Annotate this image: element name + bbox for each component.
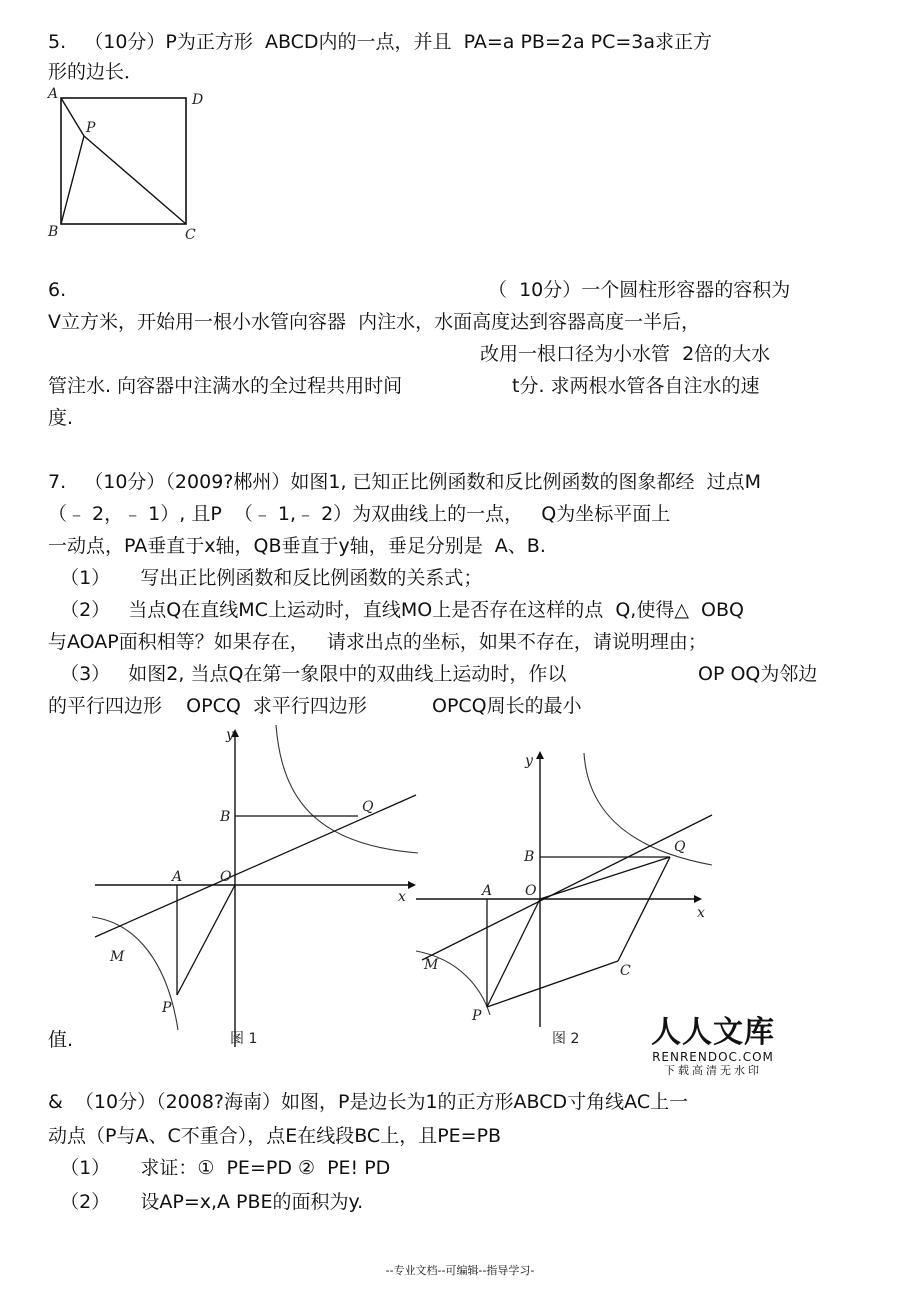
segment-pc [84, 136, 186, 224]
q8-line-2: 动点（P与A、C不重合），点E在线段BC上，且PE=PB [48, 1125, 502, 1147]
q7-line-9: 值. [48, 1029, 74, 1051]
q6-line-2: V立方米，开始用一根小水管向容器 内注水，水面高度达到容器高度一半后， [48, 311, 701, 333]
q7-line-7b: OP OQ为邻边 [698, 663, 818, 685]
label-o: O [220, 869, 232, 885]
q7-line-1: 7. （10分）（2009?郴州）如图1, 已知正比例函数和反比例函数的图象都经 过点M [48, 471, 762, 493]
label-b: B [220, 809, 231, 825]
label-p: P [162, 1000, 172, 1016]
label-y: y [226, 727, 234, 743]
q7-figure-2 [412, 745, 717, 1055]
watermark-tagline: 下载高清无水印 [664, 1064, 762, 1077]
q6-line-1a: 6. [48, 279, 67, 301]
label-q: Q [674, 839, 686, 855]
segment-oq [540, 857, 670, 899]
label-c: C [185, 227, 196, 243]
label-a: A [48, 86, 59, 102]
q7-line-8a: 的平行四边形 OPCQ 求平行四边形 [48, 695, 367, 717]
watermark-site: RENRENDOC.COM [652, 1050, 774, 1064]
q7-line-3: 一动点，PA垂直于x轴，QB垂直于y轴，垂足分别是 A、B. [48, 535, 546, 557]
segment-pb [61, 136, 84, 224]
y-axis-arrow-icon [536, 751, 544, 759]
q6-line-4a: 管注水. 向容器中注满水的全过程共用时间 [48, 375, 403, 397]
square-abcd [61, 98, 186, 224]
label-x: x [398, 889, 406, 905]
q7-line-8b: OPCQ周长的最小 [432, 695, 582, 717]
label-d: D [192, 92, 204, 108]
q8-line-4: （2） 设AP=x,A PBE的面积为y. [48, 1191, 364, 1213]
label-b: B [524, 849, 535, 865]
watermark-title: 人人文库 [651, 1015, 775, 1050]
label-x: x [697, 905, 705, 921]
q8-line-1: & （10分）（2008?海南）如图，P是边长为1的正方形ABCD寸角线AC上一 [48, 1091, 689, 1113]
label-m: M [424, 957, 439, 973]
q8-line-3: （1） 求证：① PE=PD ② PE! PD [48, 1157, 391, 1179]
segment-cq [618, 857, 670, 961]
q7-figure-1 [90, 725, 420, 1055]
q6-line-3: 改用一根口径为小水管 2倍的大水 [480, 343, 771, 365]
q6-line-1b: （ 10分）一个圆柱形容器的容积为 [488, 279, 791, 301]
x-axis-arrow-icon [694, 895, 702, 903]
segment-po [177, 885, 235, 995]
label-a: A [482, 883, 493, 899]
label-p: P [472, 1008, 482, 1024]
q7-line-5: （2） 当点Q在直线MC上运动时，直线MO上是否存在这样的点 Q,使得△ OBQ [48, 599, 744, 621]
renrendoc-watermark-logo [648, 1016, 778, 1078]
hyperbola-branch-1 [276, 725, 418, 853]
figure-2-caption: 图 2 [552, 1031, 580, 1047]
label-y: y [525, 753, 533, 769]
label-m: M [110, 949, 125, 965]
q7-line-7a: （3） 如图2, 当点Q在第一象限中的双曲线上运动时，作以 [48, 663, 567, 685]
q5-line-2: 形的边长． [48, 61, 144, 83]
q6-line-4b: t分. 求两根水管各自注水的速 [512, 375, 760, 397]
hyperbola-branch-1 [584, 753, 712, 865]
q7-line-2: （﹣ 2，﹣ 1）, 且P （﹣ 1,﹣ 2）为双曲线上的一点， Q为坐标平面上 [48, 503, 671, 525]
q7-line-4: （1） 写出正比例函数和反比例函数的关系式； [48, 567, 483, 589]
label-q: Q [362, 799, 374, 815]
label-p: P [86, 120, 96, 136]
q6-line-5: 度. [48, 407, 74, 429]
figure-1-caption: 图 1 [230, 1031, 258, 1047]
q5-line-1: 5. （10分）P为正方形 ABCD内的一点，并且 PA=a PB=2a PC=3a求正方 [48, 31, 713, 53]
label-a: A [172, 869, 183, 885]
label-c: C [620, 963, 631, 979]
label-o: O [525, 883, 537, 899]
page-footer: --专业文档--可编辑--指导学习- [385, 1264, 535, 1277]
q5-square-figure [40, 86, 210, 246]
label-b: B [48, 224, 59, 240]
q7-line-6: 与AOAP面积相等？如果存在， 请求出点的坐标，如果不存在，请说明理由； [48, 631, 707, 653]
line-mo [422, 815, 712, 960]
segment-pa [61, 98, 84, 136]
